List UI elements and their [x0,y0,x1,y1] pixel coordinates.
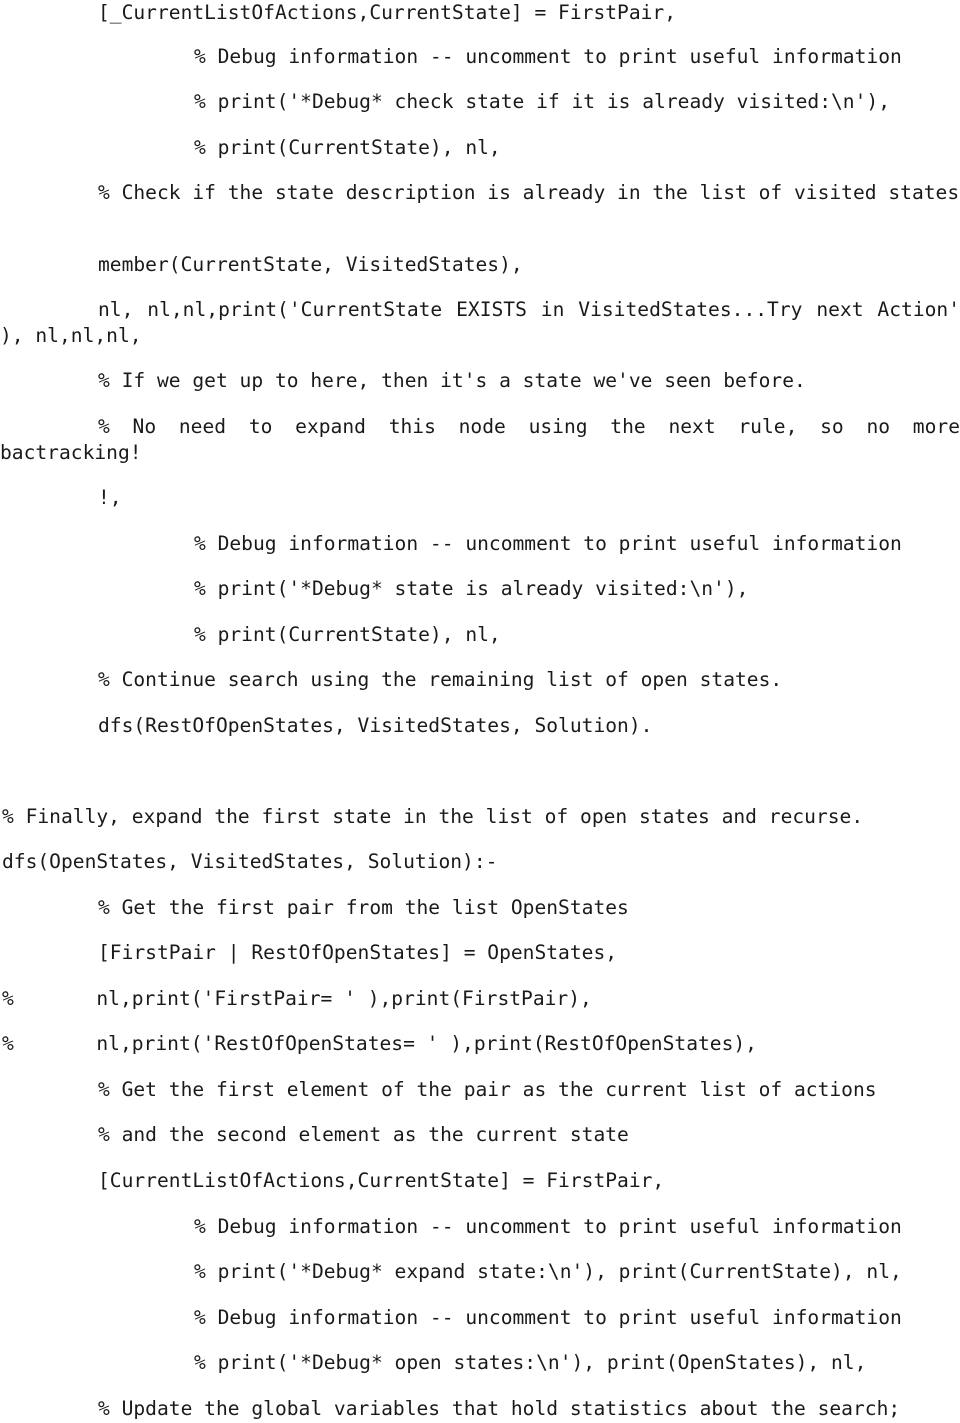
comment-line: % Debug information -- uncomment to print useful information [194,45,902,68]
comment-line: % Finally, expand the first state in the list of open states and recurse. [2,805,864,828]
code-line: [FirstPair | RestOfOpenStates] = OpenStates, [98,941,618,964]
comment-line: % print('*Debug* check state if it is already visited:\n'), [194,90,890,113]
code-line: [CurrentListOfActions,CurrentState] = FirstPair, [98,1169,665,1192]
comment-line: % nl,print('FirstPair= ' ),print(FirstPair), [2,987,592,1010]
comment-line: % nl,print('RestOfOpenStates= ' ),print(RestOfOpenStates), [2,1032,757,1055]
comment-line: % No need to expand this node using the next rule, so no more bactracking! [0,415,960,464]
code-line: [_CurrentListOfActions,CurrentState] = FirstPair, [98,1,677,24]
comment-line: % print(CurrentState), nl, [194,623,501,646]
comment-line: % print(CurrentState), nl, [194,136,501,159]
comment-line: % Get the first pair from the list OpenStates [98,896,629,919]
comment-line: % Get the first element of the pair as the current list of actions [98,1078,877,1101]
comment-line: % print('*Debug* expand state:\n'), print(CurrentState), nl, [194,1260,902,1283]
comment-line: % Continue search using the remaining list of open states. [98,668,783,691]
comment-line: % Debug information -- uncomment to print useful information [194,1306,902,1329]
code-line: dfs(OpenStates, VisitedStates, Solution):- [2,850,498,873]
comment-line: % Debug information -- uncomment to print useful information [194,532,902,555]
comment-line: % print('*Debug* state is already visited:\n'), [194,577,749,600]
comment-line: % print('*Debug* open states:\n'), print(OpenStates), nl, [194,1351,867,1374]
comment-line: % If we get up to here, then it's a state we've seen before. [98,369,806,392]
code-line: nl, nl,nl,print('CurrentState EXISTS in VisitedStates...Try next Action' ), nl,nl,nl, [0,298,960,347]
code-line: dfs(RestOfOpenStates, VisitedStates, Solution). [98,714,653,737]
comment-line: % Update the global variables that hold statistics about the search; [98,1397,901,1420]
code-line: member(CurrentState, VisitedStates), [98,253,523,276]
comment-line: % Check if the state description is already in the list of visited states [98,181,960,204]
code-line: !, [98,486,122,509]
comment-line: % and the second element as the current state [98,1123,629,1146]
comment-line: % Debug information -- uncomment to print useful information [194,1215,902,1238]
